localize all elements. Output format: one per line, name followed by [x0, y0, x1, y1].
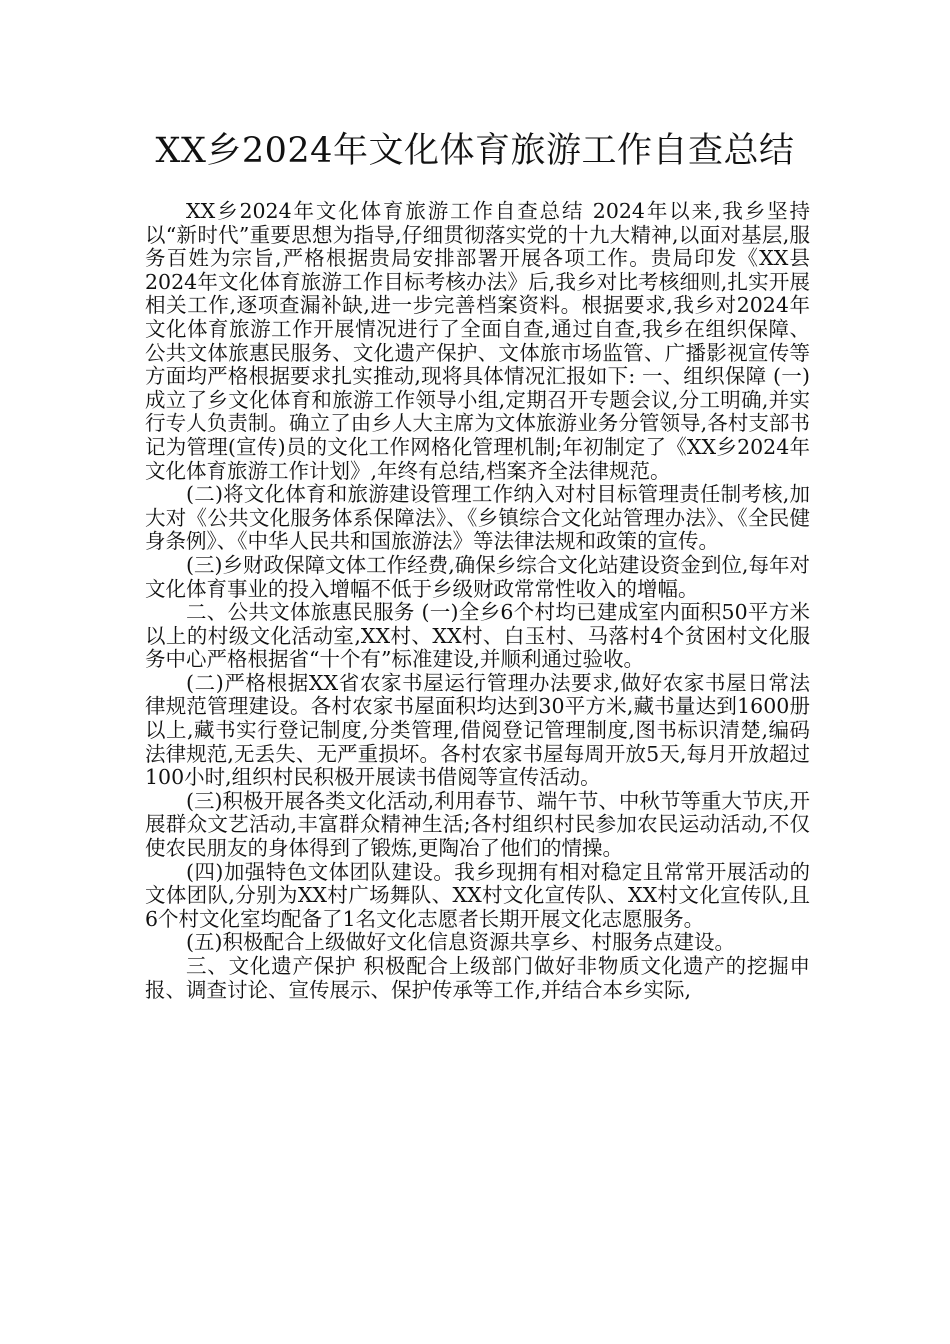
paragraph-service-3: (三)积极开展各类文化活动,利用春节、端午节、中秋节等重大节庆,开展群众文艺活动,丰富群众精神生活;各村组织村民参加农民运动活动,不仅使农民朋友的身体得到了锻炼,更陶冶了他们的情操。 [145, 788, 810, 861]
paragraph-heritage: 三、文化遗产保护 积极配合上级部门做好非物质文化遗产的挖掘申报、调查讨论、宣传展示、保护传承等工作,并结合本乡实际, [145, 954, 810, 1002]
document-title: XX乡2024年文化体育旅游工作自查总结 [155, 131, 795, 171]
paragraph-intro: XX乡2024年文化体育旅游工作自查总结 2024年以来,我乡坚持以“新时代”重要思想为指导,仔细贯彻落实党的十九大精神,以面对基层,服务百姓为宗旨,严格根据贵局安排部署开展各项工作。贵局印发《XX县2024年文化体育旅游工作目标考核办法》后,我乡对比考核细则,扎实开展相关工作,逐项查漏补缺,进一步完善档案资料。根据要求,我乡对2024年文化体育旅游工作开展情况进行了全面自查,通过自查,我乡在组织保障、公共文体旅惠民服务、文化遗产保护、文体旅市场监管、广播影视宣传等方面均严格根据要求扎实推动,现将具体情况汇报如下: 一、组织保障 (一)成立了乡文化体育和旅游工作领导小组,定期召开专题会议,分工明确,并实行专人负责制。确立了由乡人大主席为文体旅游业务分管领导,各村支部书记为管理(宣传)员的文化工作网格化管理机制;年初制定了《XX乡2024年文化体育旅游工作计划》,年终有总结,档案齐全法律规范。 [145, 199, 810, 483]
paragraph-service-2: (二)严格根据XX省农家书屋运行管理办法要求,做好农家书屋日常法律规范管理建设。各村农家书屋面积均达到30平方米,藏书量达到1600册以上,藏书实行登记制度,分类管理,借阅登记管理制度,图书标识清楚,编码法律规范,无丢失、无严重损坏。各村农家书屋每周开放5天,每月开放超过100小时,组织村民积极开展读书借阅等宣传活动。 [145, 670, 810, 790]
paragraph-service-1: 二、公共文体旅惠民服务 (一)全乡6个村均已建成室内面积50平方米以上的村级文化活动室,XX村、XX村、白玉村、马落村4个贫困村文化服务中心严格根据省“十个有”标准建设,并顺利通过验收。 [145, 600, 810, 672]
paragraph-service-5: (五)积极配合上级做好文化信息资源共享乡、村服务点建设。 [186, 930, 735, 955]
paragraph-org-3: (三)乡财政保障文体工作经费,确保乡综合文化站建设资金到位,每年对文化体育事业的投入增幅不低于乡级财政常常性收入的增幅。 [145, 552, 810, 601]
document-body [145, 200, 810, 1002]
paragraph-org-2: (二)将文化体育和旅游建设管理工作纳入对村目标管理责任制考核,加大对《公共文化服务体系保障法》、《乡镇综合文化站管理办法》、《全民健身条例》、《中华人民共和国旅游法》等法律法规和政策的宣传。 [145, 482, 810, 554]
paragraph-service-4: (四)加强特色文体团队建设。我乡现拥有相对稳定且常常开展活动的文体团队,分别为XX村广场舞队、XX村文化宣传队、XX村文化宣传队,且6个村文化室均配备了1名文化志愿者长期开展文化志愿服务。 [145, 859, 810, 931]
